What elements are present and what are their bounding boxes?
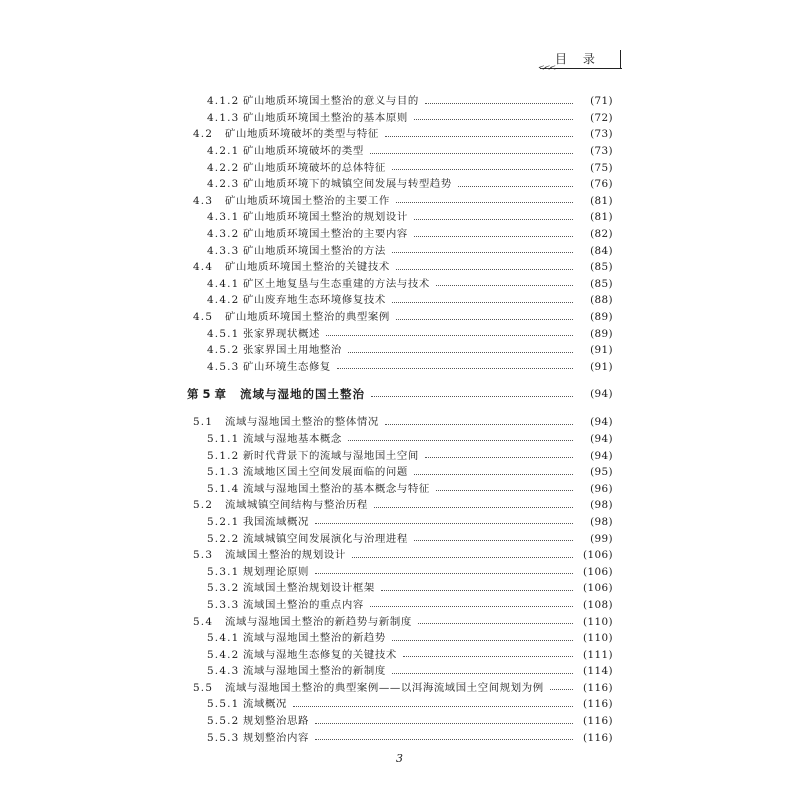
toc-entry[interactable] — [0, 193, 800, 210]
toc-entry-page: (110) — [583, 632, 613, 645]
toc-entry[interactable] — [0, 530, 800, 547]
toc-entry-number: 4.2 — [193, 128, 214, 141]
toc-entry-title: 流域与湿地国土整治的新制度 — [243, 665, 386, 678]
toc-entry-page: (106) — [583, 582, 613, 595]
chevron-left-icon: <<< — [538, 63, 556, 72]
toc-entry-number: 5.1 — [193, 416, 214, 429]
toc-entry-page: (98) — [590, 499, 613, 512]
dot-leader — [374, 507, 573, 508]
toc-entry-title: 流域与湿地基本概念 — [243, 432, 342, 445]
dot-leader — [348, 352, 573, 353]
toc-entry-page: (98) — [590, 515, 613, 528]
dot-leader — [315, 739, 573, 740]
toc-entry-page: (111) — [583, 648, 613, 661]
toc-entry[interactable] — [0, 480, 800, 497]
toc-entry-number: 4.2.1 — [207, 145, 240, 158]
toc-entry-page: (81) — [590, 211, 613, 224]
toc-entry-number: 5.4.2 — [207, 648, 240, 661]
toc-entry-page: (85) — [590, 277, 613, 290]
dot-leader — [392, 673, 573, 674]
toc-entry-page: (94) — [590, 449, 613, 462]
page-number: 3 — [396, 752, 403, 765]
toc-entry-number: 5.3.1 — [207, 565, 240, 578]
toc-entry[interactable] — [0, 309, 800, 326]
toc-entry[interactable] — [0, 696, 800, 713]
dot-leader — [392, 640, 573, 641]
toc-entry-title: 我国流域概况 — [243, 515, 309, 528]
toc-entry-number: 5.1.4 — [207, 482, 240, 495]
toc-entry-page: (96) — [590, 482, 613, 495]
toc-entry-number: 4.3.3 — [207, 244, 240, 257]
toc-entry[interactable] — [0, 447, 800, 464]
toc-entry[interactable] — [0, 242, 800, 259]
toc-entry[interactable] — [0, 276, 800, 293]
toc-entry-number: 5.4.1 — [207, 632, 240, 645]
toc-entry[interactable] — [0, 663, 800, 680]
toc-entry[interactable] — [0, 110, 800, 127]
toc-entry-page: (116) — [583, 698, 613, 711]
toc-entry-page: (72) — [590, 111, 613, 124]
toc-entry-page: (91) — [590, 360, 613, 373]
toc-entry[interactable] — [0, 342, 800, 359]
toc-entry-number: 4.4.2 — [207, 294, 240, 307]
toc-entry-number: 4.5.1 — [207, 327, 240, 340]
toc-entry-title: 矿山地质环境破坏的类型 — [243, 145, 364, 158]
toc-entry-page: (94) — [590, 432, 613, 445]
dot-leader — [337, 368, 573, 369]
toc-entry-title: 流域与湿地生态修复的关键技术 — [243, 648, 397, 661]
dot-leader — [550, 689, 573, 690]
toc-entry-page: (75) — [590, 161, 613, 174]
toc-entry-title: 规划整治内容 — [243, 731, 309, 744]
toc-entry[interactable] — [0, 563, 800, 580]
toc-entry-number: 5.5.2 — [207, 715, 240, 728]
toc-entry[interactable] — [0, 713, 800, 730]
dot-leader — [326, 335, 573, 336]
toc-entry-title: 流域国土整治的重点内容 — [243, 598, 364, 611]
toc-entry[interactable] — [0, 414, 800, 431]
toc-entry-title: 流域与湿地国土整治的新趋势 — [243, 632, 386, 645]
table-of-contents — [0, 93, 800, 746]
toc-entry-number: 4.4 — [193, 261, 214, 274]
dot-leader — [396, 202, 573, 203]
toc-entry-page: (89) — [590, 311, 613, 324]
toc-chapter-entry[interactable] — [0, 383, 800, 405]
toc-entry[interactable] — [0, 630, 800, 647]
dot-leader — [436, 490, 573, 491]
toc-entry-title: 矿山地质环境破坏的类型与特征 — [225, 128, 379, 141]
toc-entry-page: (108) — [583, 598, 613, 611]
toc-entry-number: 4.3.2 — [207, 228, 240, 241]
toc-entry[interactable] — [0, 209, 800, 226]
toc-entry-number: 4.2.3 — [207, 178, 240, 191]
toc-entry-page: (73) — [590, 128, 613, 141]
dot-leader — [385, 424, 573, 425]
dot-leader — [348, 440, 573, 441]
header-label: 目 录 — [555, 52, 601, 66]
toc-entry-title: 流域城镇空间结构与整治历程 — [225, 499, 368, 512]
toc-entry[interactable] — [0, 359, 800, 376]
toc-entry-number: 4.1.2 — [207, 95, 240, 108]
dot-leader — [436, 285, 573, 286]
dot-leader — [414, 474, 573, 475]
dot-leader — [392, 252, 573, 253]
toc-entry-number: 5.2.1 — [207, 515, 240, 528]
dot-leader — [381, 590, 573, 591]
toc-entry-title: 矿山地质环境国土整治的方法 — [243, 244, 386, 257]
toc-entry-page: (95) — [590, 466, 613, 479]
toc-entry[interactable] — [0, 431, 800, 448]
toc-entry-title: 流域与湿地国土整治的典型案例——以洱海流域国土空间规划为例 — [225, 681, 544, 694]
toc-entry[interactable] — [0, 729, 800, 746]
toc-entry-title: 规划理论原则 — [243, 565, 309, 578]
toc-entry-title: 矿山地质环境破坏的总体特征 — [243, 161, 386, 174]
toc-entry-title: 矿山地质环境国土整治的主要内容 — [243, 228, 408, 241]
toc-entry[interactable] — [0, 597, 800, 614]
toc-entry-page: (73) — [590, 145, 613, 158]
dot-leader — [414, 219, 573, 220]
toc-entry-page: (81) — [590, 194, 613, 207]
dot-leader — [370, 606, 573, 607]
toc-entry-number: 5.4.3 — [207, 665, 240, 678]
toc-entry-page: (89) — [590, 327, 613, 340]
toc-entry-title: 张家界国土用地整治 — [243, 344, 342, 357]
toc-entry-number: 4.1.3 — [207, 111, 240, 124]
toc-entry-page: (94) — [590, 416, 613, 429]
toc-entry-page: (99) — [590, 532, 613, 545]
dot-leader — [392, 169, 573, 170]
toc-entry-title: 流域概况 — [243, 698, 287, 711]
toc-entry-page: (106) — [583, 549, 613, 562]
dot-leader — [414, 236, 573, 237]
toc-entry-number: 4.4.1 — [207, 277, 240, 290]
toc-entry[interactable] — [0, 646, 800, 663]
toc-entry[interactable] — [0, 547, 800, 564]
dot-leader — [315, 523, 573, 524]
toc-entry-page: (82) — [590, 228, 613, 241]
toc-entry-title: 矿山环境生态修复 — [243, 360, 331, 373]
toc-entry-page: (94) — [590, 388, 613, 401]
toc-entry-number: 5.3.2 — [207, 582, 240, 595]
dot-leader — [418, 623, 573, 624]
toc-entry-title: 规划整治思路 — [243, 715, 309, 728]
toc-entry-page: (116) — [583, 731, 613, 744]
toc-entry-title: 流域城镇空间发展演化与治理进程 — [243, 532, 408, 545]
toc-entry[interactable] — [0, 93, 800, 110]
toc-entry-title: 矿山地质环境国土整治的意义与目的 — [243, 95, 419, 108]
toc-entry-number: 5.5.3 — [207, 731, 240, 744]
toc-entry-number: 5.4 — [193, 615, 214, 628]
toc-entry-title: 张家界现状概述 — [243, 327, 320, 340]
dot-leader — [293, 706, 573, 707]
toc-entry-number: 5.1.3 — [207, 466, 240, 479]
toc-entry[interactable] — [0, 464, 800, 481]
toc-entry[interactable] — [0, 680, 800, 697]
dot-leader — [396, 269, 573, 270]
toc-entry-title: 矿山地质环境国土整治的规划设计 — [243, 211, 408, 224]
toc-entry[interactable] — [0, 613, 800, 630]
toc-entry-title: 矿山地质环境国土整治的基本原则 — [243, 111, 408, 124]
toc-entry-number: 4.5.2 — [207, 344, 240, 357]
dot-leader — [315, 723, 573, 724]
dot-leader — [392, 302, 573, 303]
toc-entry-page: (88) — [590, 294, 613, 307]
toc-entry-number: 5.3.3 — [207, 598, 240, 611]
toc-entry-number: 4.2.2 — [207, 161, 240, 174]
toc-entry-title: 流域与湿地国土整治的新趋势与新制度 — [225, 615, 412, 628]
toc-entry-title: 矿山地质环境国土整治的主要工作 — [225, 194, 390, 207]
toc-entry[interactable] — [0, 514, 800, 531]
toc-entry[interactable] — [0, 159, 800, 176]
toc-entry-page: (110) — [583, 615, 613, 628]
toc-entry-number: 第 5 章 — [187, 387, 227, 402]
dot-leader — [396, 319, 573, 320]
toc-entry-title: 流域与湿地的国土整治 — [240, 387, 366, 402]
toc-entry-number: 5.5 — [193, 681, 214, 694]
toc-entry-title: 矿区土地复垦与生态重建的方法与技术 — [243, 277, 430, 290]
toc-entry-page: (116) — [583, 681, 613, 694]
toc-entry[interactable] — [0, 292, 800, 309]
toc-entry-title: 矿山废弃地生态环境修复技术 — [243, 294, 386, 307]
dot-leader — [414, 540, 573, 541]
dot-leader — [425, 103, 573, 104]
toc-entry[interactable] — [0, 176, 800, 193]
toc-entry-number: 4.5 — [193, 311, 214, 324]
dot-leader — [370, 153, 573, 154]
toc-entry-title: 矿山地质环境国土整治的典型案例 — [225, 311, 390, 324]
dot-leader — [385, 136, 573, 137]
toc-entry-page: (116) — [583, 715, 613, 728]
toc-entry-page: (114) — [583, 665, 613, 678]
toc-entry-number: 4.3.1 — [207, 211, 240, 224]
toc-entry-title: 流域与湿地国土整治的整体情况 — [225, 416, 379, 429]
toc-entry[interactable] — [0, 325, 800, 342]
dot-leader — [352, 557, 573, 558]
toc-entry-number: 5.2.2 — [207, 532, 240, 545]
toc-entry-title: 流域国土整治规划设计框架 — [243, 582, 375, 595]
toc-entry-title: 矿山地质环境国土整治的关键技术 — [225, 261, 390, 274]
toc-entry[interactable] — [0, 580, 800, 597]
dot-leader — [414, 119, 573, 120]
toc-entry[interactable] — [0, 259, 800, 276]
dot-leader — [425, 457, 573, 458]
toc-entry-page: (71) — [590, 95, 613, 108]
toc-entry-page: (91) — [590, 344, 613, 357]
toc-entry[interactable] — [0, 143, 800, 160]
toc-entry-title: 流域与湿地国土整治的基本概念与特征 — [243, 482, 430, 495]
toc-entry-number: 4.3 — [193, 194, 214, 207]
toc-entry-title: 新时代背景下的流域与湿地国土空间 — [243, 449, 419, 462]
toc-entry-number: 5.1.1 — [207, 432, 240, 445]
dot-leader — [371, 396, 573, 397]
toc-entry-page: (76) — [590, 178, 613, 191]
dot-leader — [403, 656, 573, 657]
toc-entry-title: 流域国土整治的规划设计 — [225, 549, 346, 562]
dot-leader — [315, 573, 573, 574]
dot-leader — [458, 186, 573, 187]
toc-entry-number: 5.5.1 — [207, 698, 240, 711]
toc-entry-number: 4.5.3 — [207, 360, 240, 373]
toc-entry-page: (85) — [590, 261, 613, 274]
toc-entry-number: 5.2 — [193, 499, 214, 512]
toc-entry[interactable] — [0, 126, 800, 143]
toc-entry[interactable] — [0, 226, 800, 243]
toc-entry[interactable] — [0, 497, 800, 514]
toc-entry-number: 5.1.2 — [207, 449, 240, 462]
toc-entry-page: (106) — [583, 565, 613, 578]
toc-entry-number: 5.3 — [193, 549, 214, 562]
toc-entry-title: 矿山地质环境下的城镇空间发展与转型趋势 — [243, 178, 452, 191]
toc-entry-title: 流域地区国土空间发展面临的问题 — [243, 466, 408, 479]
toc-entry-page: (84) — [590, 244, 613, 257]
